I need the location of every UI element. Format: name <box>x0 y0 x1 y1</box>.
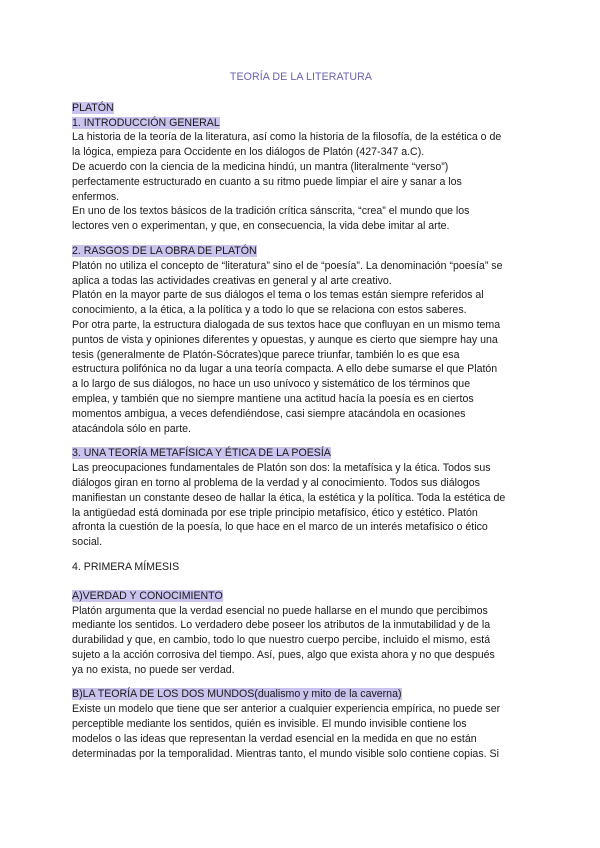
paragraph-line: determinadas por la temporalidad. Mientras tanto, el mundo visible solo contiene copias. Si <box>72 747 499 760</box>
paragraph-line: atacándola sólo en parte. <box>72 422 191 435</box>
section-3-body <box>72 461 530 550</box>
paragraph-line: De acuerdo con la ciencia de la medicina hindú, un mantra (literalmente “verso”) <box>72 160 449 173</box>
subsection-a-heading: A)VERDAD Y CONOCIMIENTO <box>72 589 223 602</box>
section-3-heading: 3. UNA TEORÍA METAFÍSICA Y ÉTICA DE LA POESÍA <box>72 447 331 460</box>
paragraph-line: Existe un modelo que tiene que ser anterior a cualquier experiencia empírica, no puede ser <box>72 703 501 716</box>
paragraph-line: mediante los sentidos. Lo verdadero debe poseer los atributos de la inmutabilidad y de la <box>72 619 491 632</box>
paragraph-line: conocimiento, a la ética, a la política y a todo lo que se relaciona con estos saberes. <box>72 304 467 317</box>
paragraph-line: afronta la cuestión de la poesía, lo que hace en el marco de un interés metafísico o ético <box>72 521 488 534</box>
section-1-body <box>72 130 530 234</box>
paragraph-line: perfectamente estructurado en cuanto a su ritmo puede limpiar el aire y sanar a los <box>72 175 462 188</box>
paragraph-line: Las preocupaciones fundamentales de Platón son dos: la metafísica y la ética. Todos sus <box>72 462 491 475</box>
paragraph-line: Platón argumenta que la verdad esencial no puede hallarse en el mundo que percibimos <box>72 604 488 617</box>
paragraph-line: diálogos giran en torno al problema de la verdad y al conocimiento. Todos sus diálogos <box>72 476 480 489</box>
paragraph-line: lectores ven o experimentan, y que, en consecuencia, la vida debe imitar al arte. <box>72 220 450 233</box>
paragraph-line: la lógica, empieza para Occidente en los diálogos de Platón (427-347 a.C). <box>72 146 425 159</box>
paragraph-line: Platón no utiliza el concepto de “literatura” sino el de “poesía”. La denominación “poesía” se <box>72 259 503 272</box>
paragraph-line: momentos ambigua, a veces defendiéndose, casi siempre atacándola en ocasiones <box>72 407 466 420</box>
paragraph-line: ya no exista, no puede ser verdad. <box>72 663 235 676</box>
paragraph-line: perceptible mediante los sentidos, quién es invisible. El mundo invisible contiene los <box>72 718 467 731</box>
section-1-heading: 1. INTRODUCCIÓN GENERAL <box>72 116 220 129</box>
paragraph-line: puntos de vista y opiniones diferentes y opuestas, y aunque es cierto que siempre hay una <box>72 333 498 346</box>
author-heading: PLATÓN <box>72 101 114 114</box>
section-2-body <box>72 259 530 437</box>
paragraph-line: estructura polifónica no da lugar a una teoría compacta. A ello debe sumarse el que Platón <box>72 363 498 376</box>
paragraph-line: Platón en la mayor parte de sus diálogos el tema o los temas están siempre referidos al <box>72 289 484 302</box>
paragraph-line: a lo largo de sus diálogos, no hace un uso unívoco y sistemático de los términos que <box>72 378 471 391</box>
paragraph-line: aplica a todas las actividades creativas en general y al arte creativo. <box>72 274 392 287</box>
paragraph-line: enfermos. <box>72 190 120 203</box>
paragraph-line: social. <box>72 536 103 549</box>
section-4-heading: 4. PRIMERA MÍMESIS <box>72 560 180 573</box>
paragraph-line: modelos o las ideas que representan la verdad esencial en la medida en que no están <box>72 732 477 745</box>
document-title: TEORÍA DE LA LITERATURA <box>229 71 373 83</box>
subsection-b-heading: B)LA TEORÍA DE LOS DOS MUNDOS(dualismo y mito de la caverna) <box>72 688 402 701</box>
paragraph-line: Por otra parte, la estructura dialogada de sus textos hace que confluyan en un mismo tema <box>72 318 501 331</box>
paragraph-line: tesis (generalmente de Platón-Sócrates)que parece triunfar, también lo es que esa <box>72 348 460 361</box>
paragraph-line: sujeto a la acción corrosiva del tiempo. Así, pues, algo que exista ahora y no que después <box>72 648 495 661</box>
paragraph-line: En uno de los textos básicos de la tradición crítica sánscrita, “crea” el mundo que los <box>72 205 470 218</box>
paragraph-line: manifiestan un constante deseo de hallar la ética, la estética y la política. Toda la estética de <box>72 491 506 504</box>
section-2-heading: 2. RASGOS DE LA OBRA DE PLATÓN <box>72 244 257 257</box>
subsection-b-body <box>72 702 530 761</box>
paragraph-line: durabilidad y que, en cambio, todo lo que nuestro cuerpo percibe, incluido el mismo, está <box>72 634 491 647</box>
paragraph-line: la antigüedad está dominada por ese triple principio metafísico, ético y estético. Platón <box>72 506 478 519</box>
paragraph-line: emplea, y también que no siempre mantiene una actitud hacía la poesía es en ciertos <box>72 392 474 405</box>
paragraph-line: La historia de la teoría de la literatura, así como la historia de la filosofía, de la estética o de <box>72 131 502 144</box>
subsection-a-body <box>72 604 530 678</box>
